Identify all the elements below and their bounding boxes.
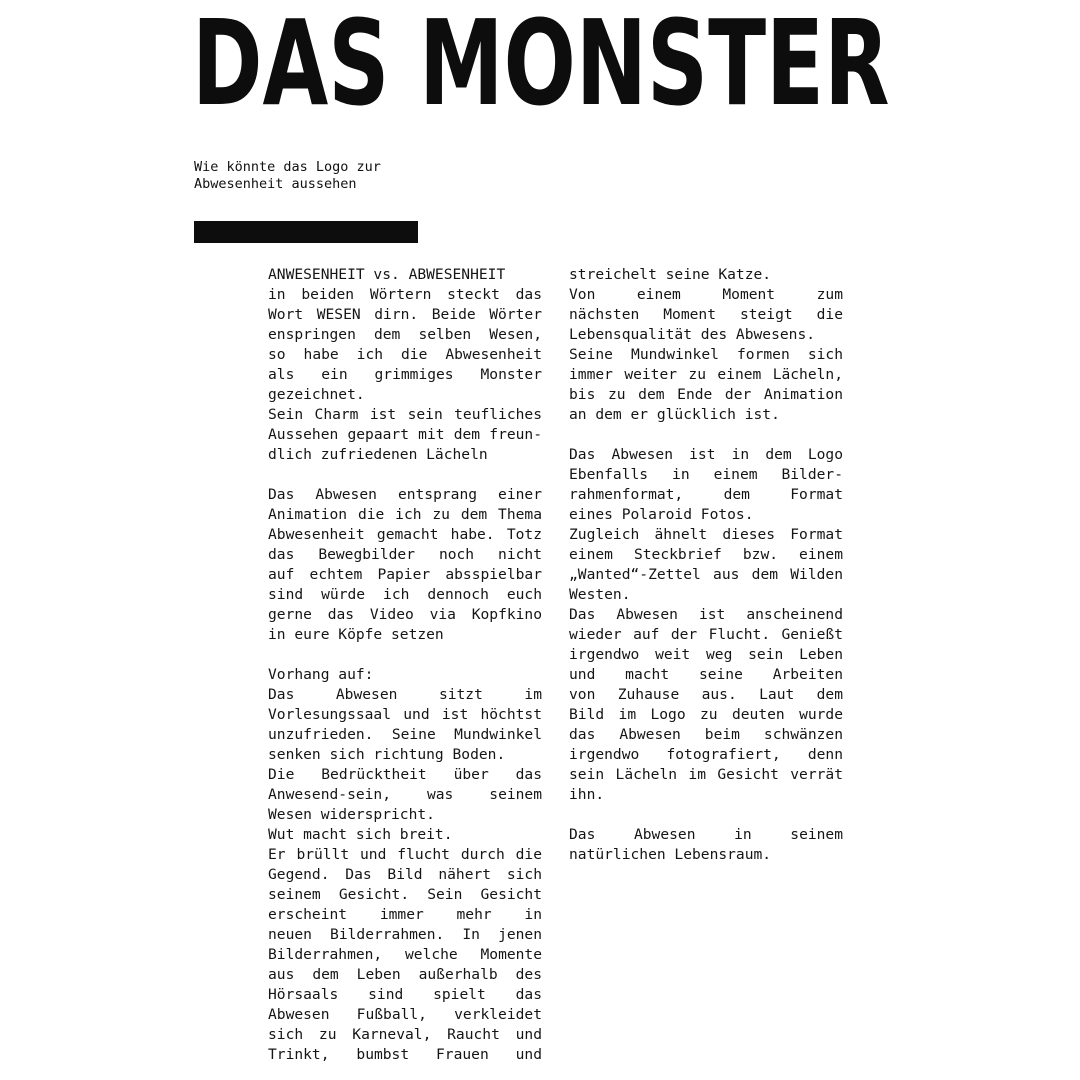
subtitle (194, 159, 381, 193)
text-line: Von einem Moment zum (569, 286, 843, 303)
page-title: DAS MONSTER (192, 0, 890, 132)
text-line: ihn. (569, 786, 605, 803)
text-line: „Wanted“-Zettel aus dem Wilden (569, 566, 843, 583)
text-line: enspringen dem selben Wesen, (268, 326, 542, 343)
text-line: Vorlesungssaal und ist höchtst (268, 706, 542, 723)
text-line: das Abwesen beim schwänzen (569, 726, 843, 743)
text-line: bis zu dem Ende der Animation (569, 386, 843, 403)
text-line: Abwesen Fußball, verkleidet (268, 1006, 542, 1023)
text-line: Das Abwesen ist in dem Logo (569, 446, 843, 463)
text-line: erscheint immer mehr in (268, 906, 542, 923)
text-line: irgendwo fotografiert, denn (569, 746, 843, 763)
text-line: Abwesenheit gemacht habe. Totz (268, 526, 542, 543)
text-line: eines Polaroid Fotos. (569, 506, 754, 523)
text-line: Aussehen gepaart mit dem freun- (268, 426, 542, 443)
text-line: Seine Mundwinkel formen sich (569, 346, 843, 363)
text-line: Wort WESEN dirn. Beide Wörter (268, 306, 542, 323)
text-line: Gegend. Das Bild nähert sich (268, 866, 542, 883)
text-line: dlich zufriedenen Lächeln (268, 446, 488, 463)
text-line: Animation die ich zu dem Thema (268, 506, 542, 523)
text-line: neuen Bilderrahmen. In jenen (268, 926, 542, 943)
text-line: in beiden Wörtern steckt das (268, 286, 542, 303)
subtitle-line: Abwesenheit aussehen (194, 176, 357, 192)
text-line: von Zuhause aus. Laut dem (569, 686, 843, 703)
text-line: Das Abwesen sitzt im (268, 686, 542, 703)
text-line: Wesen widerspricht. (268, 806, 435, 823)
text-line: auf echtem Papier absspielbar (268, 566, 542, 583)
text-line: Westen. (569, 586, 631, 603)
black-bar-divider (194, 221, 418, 243)
text-line: Er brüllt und flucht durch die (268, 846, 542, 863)
text-line: gezeichnet. (268, 386, 365, 403)
text-line: sich zu Karneval, Raucht und (268, 1026, 542, 1043)
text-line: seinem Gesicht. Sein Gesicht (268, 886, 542, 903)
text-line: natürlichen Lebensraum. (569, 846, 772, 863)
text-line: Bilderrahmen, welche Momente (268, 946, 542, 963)
text-line: und macht seine Arbeiten (569, 666, 843, 683)
text-line: so habe ich die Abwesenheit (268, 346, 542, 363)
text-line: aus dem Leben außerhalb des (268, 966, 542, 983)
text-line: Vorhang auf: (268, 666, 374, 683)
text-line: Lebensqualität des Abwesens. (569, 326, 816, 343)
text-line: Sein Charm ist sein teufliches (268, 406, 542, 423)
text-line: Bild im Logo zu deuten wurde (569, 706, 843, 723)
paragraph-spacer (569, 805, 843, 825)
text-line: rahmenformat, dem Format (569, 486, 843, 503)
text-line: Anwesend-sein, was seinem (268, 786, 542, 803)
text-line: ANWESENHEIT vs. ABWESENHEIT (268, 266, 506, 283)
text-line: Das Abwesen ist anscheinend (569, 606, 843, 623)
text-line: das Bewegbilder noch nicht (268, 546, 542, 563)
text-line: unzufrieden. Seine Mundwinkel (268, 726, 542, 743)
text-line: Wut macht sich breit. (268, 826, 453, 843)
text-line: Das Abwesen in seinem (569, 826, 843, 843)
text-line: Die Bedrücktheit über das (268, 766, 542, 783)
right-text-column (569, 265, 843, 865)
paragraph-spacer (569, 425, 843, 445)
text-line: Ebenfalls in einem Bilder- (569, 466, 843, 483)
text-line: irgendwo weit weg sein Leben (569, 646, 843, 663)
text-line: in eure Köpfe setzen (268, 626, 444, 643)
text-line: Trinkt, bumbst Frauen und (268, 1046, 542, 1063)
text-line: immer weiter zu einem Lächeln, (569, 366, 843, 383)
text-line: gerne das Video via Kopfkino (268, 606, 542, 623)
text-line: wieder auf der Flucht. Genießt (569, 626, 843, 643)
text-line: senken sich richtung Boden. (268, 746, 506, 763)
text-line: Das Abwesen entsprang einer (268, 486, 542, 503)
paragraph-spacer (268, 465, 542, 485)
text-line: einem Steckbrief bzw. einem (569, 546, 843, 563)
text-line: sein Lächeln im Gesicht verrät (569, 766, 843, 783)
text-line: an dem er glücklich ist. (569, 406, 780, 423)
left-text-column (268, 265, 542, 1065)
text-line: streichelt seine Katze. (569, 266, 772, 283)
paragraph-spacer (268, 645, 542, 665)
text-line: als ein grimmiges Monster (268, 366, 542, 383)
text-line: nächsten Moment steigt die (569, 306, 843, 323)
text-line: Zugleich ähnelt dieses Format (569, 526, 843, 543)
subtitle-line: Wie könnte das Logo zur (194, 159, 381, 175)
text-line: sind würde ich dennoch euch (268, 586, 542, 603)
text-line: Hörsaals sind spielt das (268, 986, 542, 1003)
